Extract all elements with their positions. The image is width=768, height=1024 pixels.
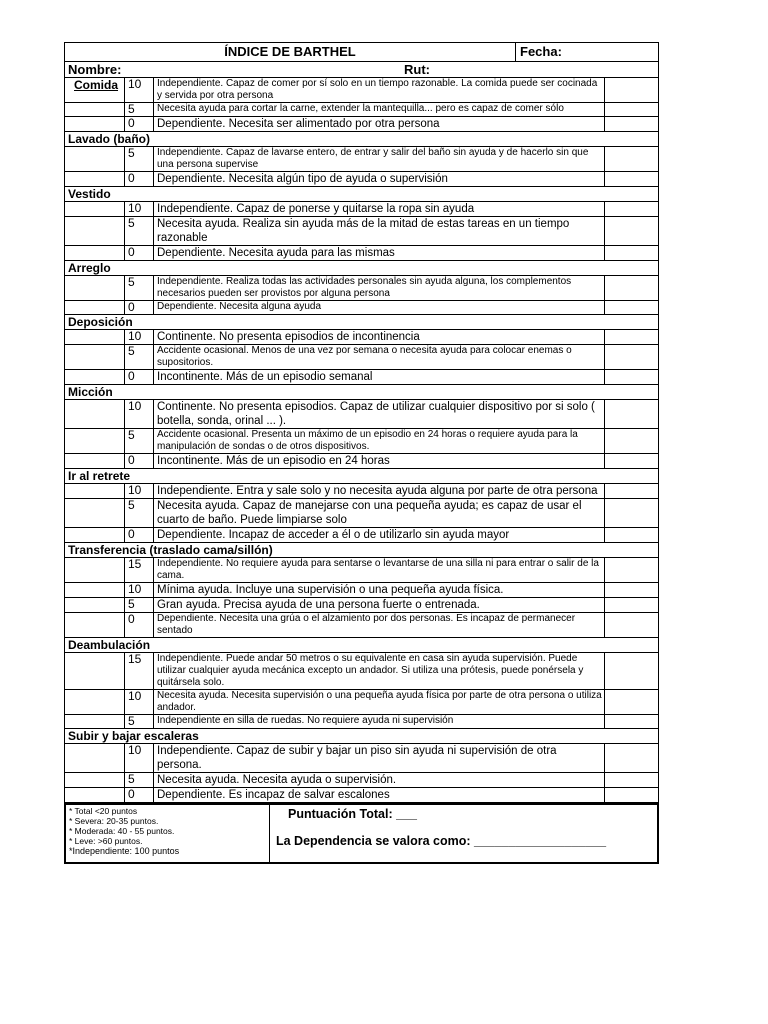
section-label-spacer xyxy=(65,528,125,542)
score-cell[interactable] xyxy=(605,345,658,369)
section-header: Subir y bajar escaleras xyxy=(64,729,659,744)
score-cell[interactable] xyxy=(605,454,658,468)
item-description: Accidente ocasional. Menos de una vez por semana o necesita ayuda para colocar enemas o supositorios. xyxy=(154,345,605,369)
footer xyxy=(64,803,659,864)
item-row xyxy=(64,217,659,246)
item-row xyxy=(64,301,659,315)
item-points: 5 xyxy=(125,499,154,527)
item-row xyxy=(64,528,659,543)
section-label-spacer xyxy=(65,773,125,787)
nombre-row xyxy=(64,62,659,78)
item-row xyxy=(64,429,659,454)
item-row xyxy=(64,147,659,172)
item-points: 0 xyxy=(125,528,154,542)
item-points: 0 xyxy=(125,117,154,131)
barthel-form xyxy=(64,42,659,864)
section-label-spacer xyxy=(65,301,125,314)
score-cell[interactable] xyxy=(605,528,658,542)
item-row xyxy=(64,773,659,788)
item-description: Accidente ocasional. Presenta un máximo de un episodio en 24 horas o requiere ayuda para la manipulación de sondas o de otros dispositivos. xyxy=(154,429,605,453)
dependency-field[interactable]: La Dependencia se valora como: ___________________ xyxy=(276,834,607,848)
item-row xyxy=(64,598,659,613)
item-points: 10 xyxy=(125,330,154,344)
section-label-spacer xyxy=(65,202,125,216)
item-points: 0 xyxy=(125,246,154,260)
item-description: Continente. No presenta episodios de incontinencia xyxy=(154,330,605,344)
section-header: Deambulación xyxy=(64,638,659,653)
section-header: Lavado (baño) xyxy=(64,132,659,147)
total-score-field[interactable]: Puntuación Total: ___ xyxy=(288,807,417,821)
score-cell[interactable] xyxy=(605,613,658,637)
item-description: Continente. No presenta episodios. Capaz de utilizar cualquier dispositivo por si solo ( botella, sonda, orinal ... ). xyxy=(154,400,605,428)
score-cell[interactable] xyxy=(605,370,658,384)
rut-field[interactable]: Rut: xyxy=(404,62,430,77)
score-cell[interactable] xyxy=(605,147,658,171)
section-label-spacer xyxy=(65,217,125,245)
section-label-spacer xyxy=(65,103,125,116)
item-row xyxy=(64,345,659,370)
score-cell[interactable] xyxy=(605,202,658,216)
score-cell[interactable] xyxy=(605,217,658,245)
section-label-spacer xyxy=(65,117,125,131)
item-points: 0 xyxy=(125,454,154,468)
item-description: Necesita ayuda. Realiza sin ayuda más de la mitad de estas tareas en un tiempo razonable xyxy=(154,217,605,245)
item-row xyxy=(64,788,659,803)
sections-container xyxy=(64,78,659,803)
section-label-spacer xyxy=(65,583,125,597)
item-row xyxy=(64,653,659,690)
score-cell[interactable] xyxy=(605,103,658,116)
score-cell[interactable] xyxy=(605,246,658,260)
item-description: Independiente. Puede andar 50 metros o su equivalente en casa sin ayuda supervisión. Puede utilizar cualquier ayuda mecánica excepto un andador. Si utiliza una prótesis, puede ponérsela y quitársela solo. xyxy=(154,653,605,689)
section-header: Arreglo xyxy=(64,261,659,276)
item-row xyxy=(64,103,659,117)
section-label-spacer xyxy=(65,276,125,300)
section-header: Micción xyxy=(64,385,659,400)
item-description: Independiente. Realiza todas las actividades personales sin ayuda alguna, los complementos necesarios pueden ser provistos por alguna persona xyxy=(154,276,605,300)
item-points: 10 xyxy=(125,744,154,772)
item-row xyxy=(64,454,659,469)
section-label-spacer xyxy=(65,499,125,527)
item-description: Incontinente. Más de un episodio en 24 horas xyxy=(154,454,605,468)
score-cell[interactable] xyxy=(605,117,658,131)
score-cell[interactable] xyxy=(605,690,658,714)
item-points: 15 xyxy=(125,653,154,689)
item-row xyxy=(64,172,659,187)
section-label-spacer xyxy=(65,653,125,689)
section-label-spacer xyxy=(65,484,125,498)
item-description: Gran ayuda. Precisa ayuda de una persona fuerte o entrenada. xyxy=(154,598,605,612)
item-description: Necesita ayuda. Necesita supervisión o una pequeña ayuda física por parte de otra persona o utiliza andador. xyxy=(154,690,605,714)
item-points: 5 xyxy=(125,147,154,171)
item-description: Independiente. Capaz de ponerse y quitarse la ropa sin ayuda xyxy=(154,202,605,216)
item-points: 5 xyxy=(125,217,154,245)
score-cell[interactable] xyxy=(605,330,658,344)
item-description: Independiente. Entra y sale solo y no necesita ayuda alguna por parte de otra persona xyxy=(154,484,605,498)
section-label-spacer xyxy=(65,715,125,728)
score-cell[interactable] xyxy=(605,276,658,300)
score-cell[interactable] xyxy=(605,499,658,527)
section-label-spacer xyxy=(65,454,125,468)
legend-line: * Total <20 puntos xyxy=(69,806,138,816)
section-label-spacer xyxy=(65,400,125,428)
item-points: 10 xyxy=(125,400,154,428)
item-description: Dependiente. Incapaz de acceder a él o de utilizarlo sin ayuda mayor xyxy=(154,528,605,542)
score-cell[interactable] xyxy=(605,788,658,802)
item-row xyxy=(64,117,659,132)
item-points: 5 xyxy=(125,429,154,453)
section-header: Vestido xyxy=(64,187,659,202)
item-points: 10 xyxy=(125,78,154,102)
item-row xyxy=(64,583,659,598)
item-row xyxy=(64,484,659,499)
legend-line: * Leve: >60 puntos. xyxy=(69,836,143,846)
item-description: Independiente. Capaz de lavarse entero, de entrar y salir del baño sin ayuda y de hacerlo sin que una persona supervise xyxy=(154,147,605,171)
section-label-spacer xyxy=(65,370,125,384)
dependency-legend xyxy=(66,805,270,862)
item-description: Necesita ayuda para cortar la carne, extender la mantequilla... pero es capaz de comer sólo xyxy=(154,103,605,116)
item-points: 5 xyxy=(125,103,154,116)
item-description: Independiente en silla de ruedas. No requiere ayuda ni supervisión xyxy=(154,715,605,728)
section-label-spacer xyxy=(65,147,125,171)
totals-panel xyxy=(270,805,657,862)
section-label-spacer xyxy=(65,598,125,612)
section-label-spacer xyxy=(65,246,125,260)
item-row xyxy=(64,690,659,715)
nombre-field[interactable]: Nombre: xyxy=(68,62,122,77)
item-description: Independiente. Capaz de subir y bajar un piso sin ayuda ni supervisión de otra persona. xyxy=(154,744,605,772)
section-label-spacer xyxy=(65,613,125,637)
form-title: ÍNDICE DE BARTHEL xyxy=(65,43,516,61)
item-points: 5 xyxy=(125,773,154,787)
item-description: Dependiente. Es incapaz de salvar escalones xyxy=(154,788,605,802)
item-description: Dependiente. Necesita ser alimentado por otra persona xyxy=(154,117,605,131)
item-row xyxy=(64,558,659,583)
score-cell[interactable] xyxy=(605,653,658,689)
item-points: 0 xyxy=(125,370,154,384)
item-points: 10 xyxy=(125,583,154,597)
item-row xyxy=(64,202,659,217)
item-points: 10 xyxy=(125,484,154,498)
score-cell[interactable] xyxy=(605,429,658,453)
section-label-spacer xyxy=(65,788,125,802)
section-label-spacer xyxy=(65,690,125,714)
section-label-spacer xyxy=(65,744,125,772)
score-cell[interactable] xyxy=(605,598,658,612)
item-description: Dependiente. Necesita algún tipo de ayuda o supervisión xyxy=(154,172,605,186)
item-row xyxy=(64,400,659,429)
title-row xyxy=(64,42,659,62)
item-points: 10 xyxy=(125,690,154,714)
item-description: Dependiente. Necesita alguna ayuda xyxy=(154,301,605,314)
item-row xyxy=(64,744,659,773)
score-cell[interactable] xyxy=(605,484,658,498)
item-points: 0 xyxy=(125,788,154,802)
score-cell[interactable] xyxy=(605,301,658,314)
section-label-spacer xyxy=(65,429,125,453)
section-header: Deposición xyxy=(64,315,659,330)
section-label-spacer xyxy=(65,558,125,582)
item-points: 0 xyxy=(125,301,154,314)
item-row xyxy=(64,499,659,528)
score-cell[interactable] xyxy=(605,558,658,582)
legend-line: * Severa: 20-35 puntos. xyxy=(69,816,159,826)
item-description: Independiente. Capaz de comer por sí solo en un tiempo razonable. La comida puede ser cocinada y servida por otra persona xyxy=(154,78,605,102)
score-cell[interactable] xyxy=(605,583,658,597)
score-cell[interactable] xyxy=(605,773,658,787)
section-header: Ir al retrete xyxy=(64,469,659,484)
item-row xyxy=(64,715,659,729)
item-description: Necesita ayuda. Necesita ayuda o supervisión. xyxy=(154,773,605,787)
item-row xyxy=(64,246,659,261)
score-cell[interactable] xyxy=(605,78,658,102)
score-cell[interactable] xyxy=(605,172,658,186)
section-header: Transferencia (traslado cama/sillón) xyxy=(64,543,659,558)
item-description: Mínima ayuda. Incluye una supervisión o una pequeña ayuda física. xyxy=(154,583,605,597)
item-description: Independiente. No requiere ayuda para sentarse o levantarse de una silla ni para entrar o salir de la cama. xyxy=(154,558,605,582)
item-row xyxy=(64,370,659,385)
item-row xyxy=(64,78,659,103)
item-description: Incontinente. Más de un episodio semanal xyxy=(154,370,605,384)
section-label-spacer xyxy=(65,172,125,186)
item-points: 5 xyxy=(125,345,154,369)
item-points: 0 xyxy=(125,613,154,637)
section-label-spacer xyxy=(65,330,125,344)
item-points: 15 xyxy=(125,558,154,582)
score-cell[interactable] xyxy=(605,400,658,428)
score-cell[interactable] xyxy=(605,715,658,728)
score-cell[interactable] xyxy=(605,744,658,772)
item-row xyxy=(64,613,659,638)
item-description: Dependiente. Necesita una grúa o el alzamiento por dos personas. Es incapaz de permanecer sentado xyxy=(154,613,605,637)
item-description: Necesita ayuda. Capaz de manejarse con una pequeña ayuda; es capaz de usar el cuarto de baño. Puede limpiarse solo xyxy=(154,499,605,527)
section-label-spacer xyxy=(65,345,125,369)
item-description: Dependiente. Necesita ayuda para las mismas xyxy=(154,246,605,260)
item-points: 5 xyxy=(125,276,154,300)
item-row xyxy=(64,276,659,301)
item-row xyxy=(64,330,659,345)
legend-line: *Independiente: 100 puntos xyxy=(69,846,180,856)
item-points: 5 xyxy=(125,598,154,612)
legend-line: * Moderada: 40 - 55 puntos. xyxy=(69,826,175,836)
item-points: 10 xyxy=(125,202,154,216)
item-points: 0 xyxy=(125,172,154,186)
section-label: Comida xyxy=(65,78,125,102)
fecha-field[interactable]: Fecha: xyxy=(520,44,562,59)
item-points: 5 xyxy=(125,715,154,728)
